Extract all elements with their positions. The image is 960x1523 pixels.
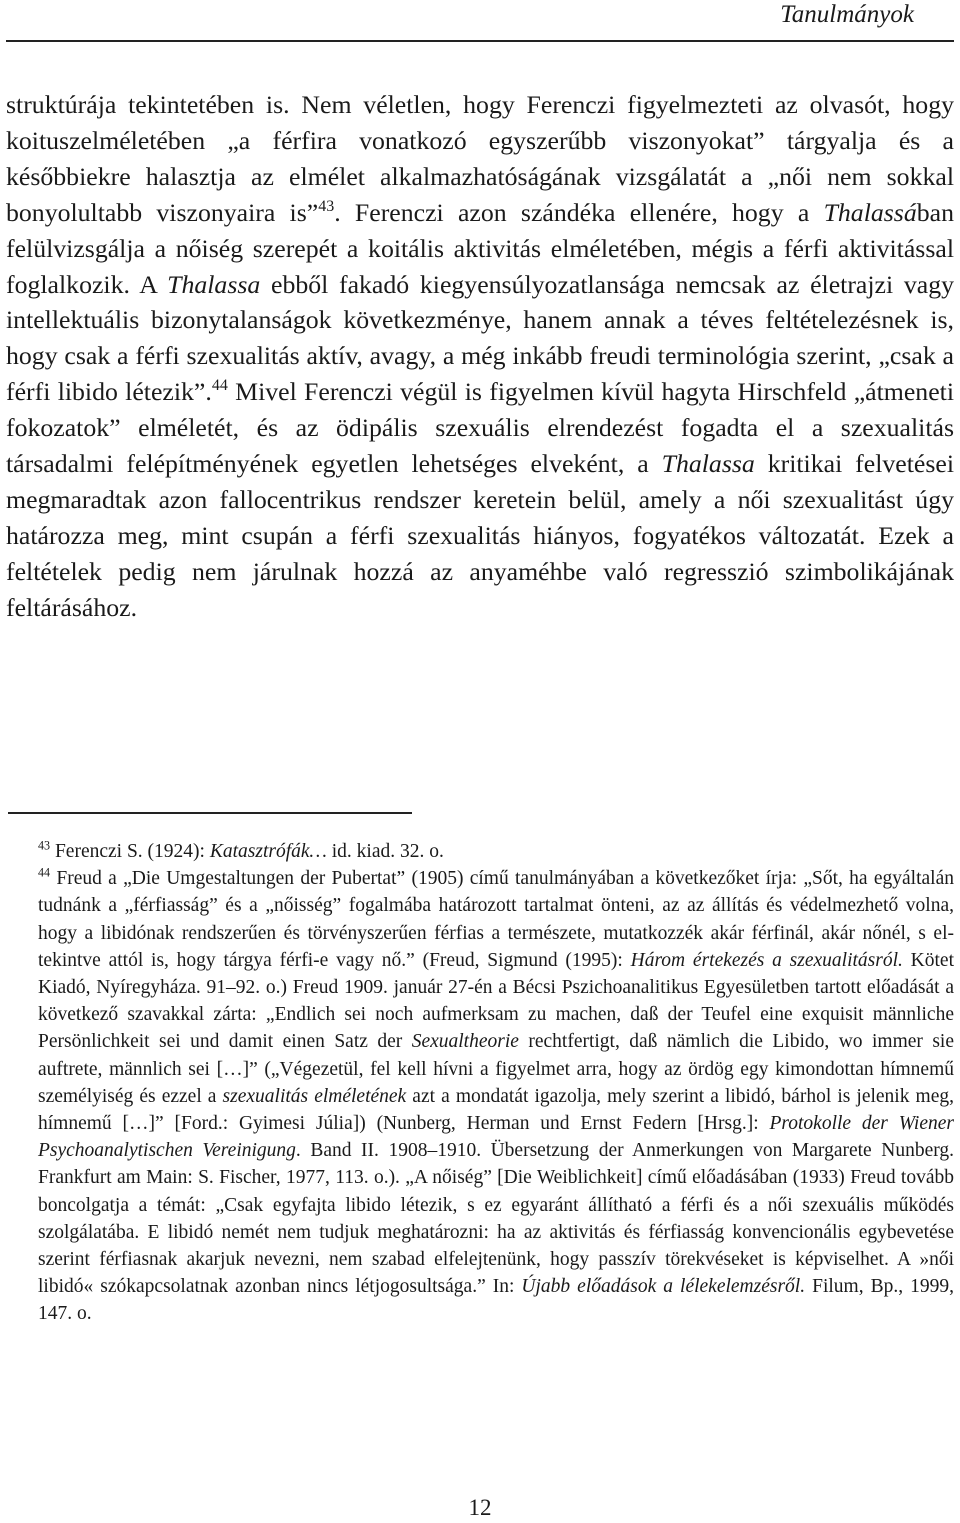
main-text bbox=[6, 87, 954, 626]
footnote-separator bbox=[8, 812, 412, 814]
italic-title: Thalassá bbox=[823, 197, 917, 227]
text-run: Kötet Kiadó, Nyíregyháza. 91–92. o.) Freud 1909. január 27-én a Bécsi Pszichoanalitikus Egyesületben tartott előadását a következő szavakkal zárta: „Endlich sei noch aufmerksam zu machen, daß der Teufel eine exquisit männliche Persönlichkeit sei und damit einen Satz der bbox=[38, 949, 954, 1053]
italic-title: Thalassa bbox=[167, 269, 261, 299]
text-run: Filum, Bp., 1999, 147. o. bbox=[38, 1276, 955, 1325]
footnote-ref-43[interactable]: 43 bbox=[318, 197, 335, 215]
text-run: Mivel Ferenczi végül is figyelmen kívül hagyta Hirschfeld „átmeneti fokozatok” elméletét, és az ödipális szexuális elrendezést fogadta el a szexualitás társadalmi felépítményének egyetlen lehetséges elveként, a bbox=[6, 377, 954, 479]
footnote-number: 44 bbox=[38, 865, 51, 880]
footnote-44 bbox=[6, 865, 954, 1327]
running-head bbox=[6, 0, 954, 42]
running-title: Tanulmányok bbox=[780, 1, 914, 28]
page-number: 12 bbox=[468, 1495, 492, 1520]
text-run: . Band II. 1908–1910. Übersetzung der Anmerkungen von Margarete Nunberg. Frankfurt am Main: S. Fischer, 1977, 113. o.). „A nőiség” [Die Weiblichkeit] című előadásában (1933) Freud tovább boncolgatja a témát: „Csak egyfajta libido létezik, s ez egyaránt állítható a férfi és a női szexuális működés szolgálatába. E libidó nemét nem tudjuk meghatározni: ha az aktivitás és férfiasság konvencionális egybevetése szerint férfiasnak akarjuk nevezni, nem szabad elfelejtenünk, hogy passzív törekvéseket is képviselhet. A »női libidó« szókapcsolatnak azonban nincs létjogosultsága.” In: bbox=[38, 1140, 954, 1298]
text-run: Ferenczi S. (1924): bbox=[50, 841, 210, 862]
text-run: struktúrája tekintetében is. Nem véletlen, hogy Ferenczi figyelmezteti az olvasót, hogy koituszelméletében „a férfira vonatkozó egyszerűbb viszonyokat” tárgyalja és a későbbiekre halasztja az elmélet alkalmazhatóságának vizsgálatát a „női nem sokkal bonyolultabb viszonyaira is” bbox=[6, 90, 954, 227]
italic-title: Újabb előadások a lélekelemzésről. bbox=[521, 1276, 806, 1298]
text-run: ban felülvizsgálja a nőiség szerepét a koitális aktivitás elméletében, mégis a férfi aktivitással foglalkozik. A bbox=[6, 197, 954, 299]
italic-title: szexualitás elméletének bbox=[222, 1085, 407, 1107]
text-run: azt a mondatát igazolja, mely szerint a libidó, bárhol is jelenik meg, hímnemű […]” [Ford.: Gyimesi Júlia]) (Nunberg, Herman und Ernst Federn [Hrsg.]: bbox=[38, 1085, 954, 1135]
text-run: id. kiad. 32. o. bbox=[326, 841, 444, 862]
text-run: rechtfertigt, daß nämlich die Libido, wo immer sie auftrete, männlich sei […]” („Végezetül, fel kell hívni a figyelmet arra, hogy az ördög egy kimondottan hímnemű személyiség és ezzel a bbox=[38, 1031, 954, 1107]
italic-title: Thalassa bbox=[661, 449, 755, 479]
italic-title: Protokolle der Wiener Psychoanalytischen Vereinigung bbox=[38, 1113, 954, 1162]
text-run: ebből fakadó kiegyensúlyozatlansága nemcsak az életrajzi vagy intellektuális bizonytalanságok következménye, hanem annak a téves feltételezésnek is, hogy csak a férfi szexualitás aktív, avagy, a még inkább freudi terminológia szerint, „csak a férfi libido létezik”. bbox=[6, 269, 954, 407]
footnote-ref-44[interactable]: 44 bbox=[211, 377, 228, 395]
footnote-number: 43 bbox=[38, 838, 51, 853]
text-run: kritikai felvetései megmaradtak azon fallocentrikus rendszer keretein belül, amely a női szexualitást úgy határozza meg, mint csupán a férfi szexualitás hiányos, fogyatékos változatát. Ezek a feltételek pedig nem járulnak hozzá az anyaméhbe való regresszió szimbolikájának feltárásához. bbox=[6, 449, 954, 622]
italic-title: Három értekezés a szexualitásról. bbox=[630, 949, 903, 971]
text-run: . Ferenczi azon szándéka ellenére, hogy a bbox=[334, 197, 824, 227]
footnotes bbox=[6, 838, 954, 1328]
italic-title: Katasztrófák… bbox=[209, 841, 327, 862]
main-paragraph bbox=[6, 87, 954, 626]
footnote-43 bbox=[6, 838, 954, 865]
italic-title: Sexualtheorie bbox=[411, 1031, 519, 1053]
text-run: Freud a „Die Umgestaltungen der Pubertat” (1905) című tanulmányában a következőket írja: „Sőt, ha egyáltalán tudnánk a „férfiasság” és a „nőisség” fogalmába határozott tartalmat önteni, az az állítás és védelmezhető volna, hogy a libidónak rendszerűen és törvényszerűen férfias a természete, mutatkozzék akár férfinál, akár nőnél, s eltekintve attól is, hogy tárgya férfi-e vagy nő.” (Freud, Sigmund (1995): bbox=[38, 868, 954, 971]
